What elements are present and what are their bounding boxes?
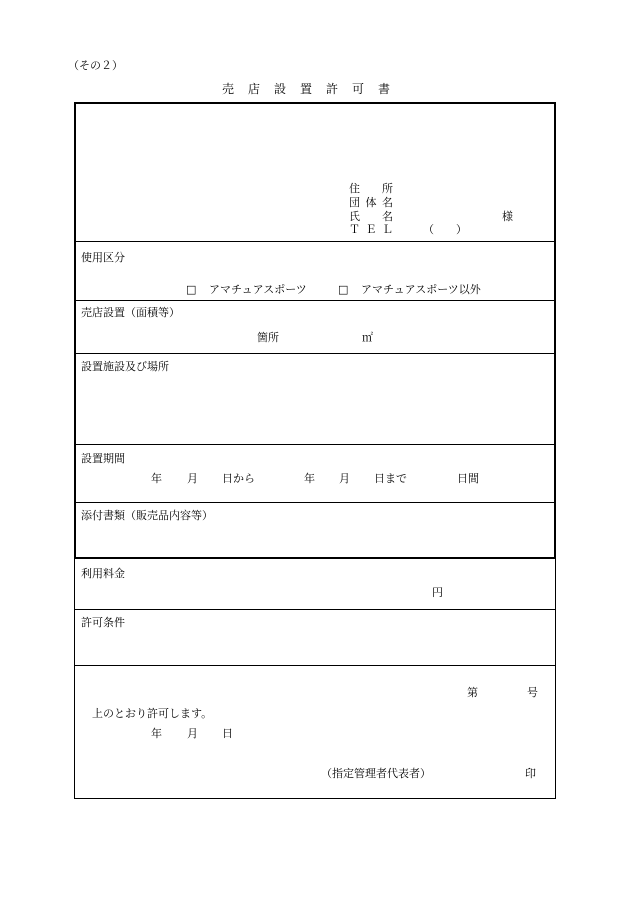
period-from: 日から xyxy=(222,472,255,485)
period-start-year: 年 xyxy=(151,472,162,485)
honorific: 様 xyxy=(502,210,513,223)
usage-label: 使用区分 xyxy=(81,251,125,264)
divider-usage xyxy=(75,300,555,301)
form-number-note: （その２） xyxy=(68,59,123,72)
divider-facility xyxy=(75,444,555,445)
period-label: 設置期間 xyxy=(81,452,125,465)
facility-label: 設置施設及び場所 xyxy=(81,360,169,373)
stall-area-unit: ㎡ xyxy=(362,331,373,344)
fee-unit: 円 xyxy=(432,586,443,599)
divider-period xyxy=(75,502,555,503)
period-to: 日まで xyxy=(374,472,407,485)
page-title: 売店設置許可書 xyxy=(222,82,405,96)
approval-month: 月 xyxy=(187,727,198,740)
stall-label: 売店設置（面積等） xyxy=(81,306,180,319)
applicant-name-label: 氏 名 xyxy=(349,210,393,223)
non-amateur-option-label: アマチュアスポーツ以外 xyxy=(361,283,481,296)
approval-year: 年 xyxy=(151,727,162,740)
permit-lower-box xyxy=(74,558,556,799)
stall-count-unit: 箇所 xyxy=(257,331,279,344)
period-end-month: 月 xyxy=(339,472,350,485)
amateur-option-label: アマチュアスポーツ xyxy=(209,283,307,296)
divider-applicant xyxy=(75,241,555,242)
period-days: 日間 xyxy=(457,472,479,485)
applicant-group-label: 団体名 xyxy=(349,196,399,209)
period-start-month: 月 xyxy=(187,472,198,485)
applicant-tel-label: ＴＥＬ xyxy=(349,223,399,236)
applicant-tel-parens: （ ） xyxy=(423,223,467,236)
signer-label: （指定管理者代表者） xyxy=(321,767,431,780)
fee-label: 利用料金 xyxy=(81,567,125,580)
permit-main-box xyxy=(74,102,556,559)
amateur-checkbox[interactable]: □ xyxy=(186,283,197,296)
conditions-label: 許可条件 xyxy=(81,616,125,629)
seal-mark: 印 xyxy=(525,767,536,780)
permit-number-prefix: 第 xyxy=(467,686,478,699)
approval-statement: 上のとおり許可します。 xyxy=(92,707,213,720)
divider-fee xyxy=(75,609,555,610)
permit-number-suffix: 号 xyxy=(527,686,538,699)
applicant-address-label: 住 所 xyxy=(349,182,393,195)
divider-stall xyxy=(75,353,555,354)
period-end-year: 年 xyxy=(304,472,315,485)
attachments-label: 添付書類（販売品内容等） xyxy=(81,509,213,522)
non-amateur-checkbox[interactable]: □ xyxy=(338,283,349,296)
divider-conditions xyxy=(75,665,555,666)
approval-day: 日 xyxy=(222,727,233,740)
